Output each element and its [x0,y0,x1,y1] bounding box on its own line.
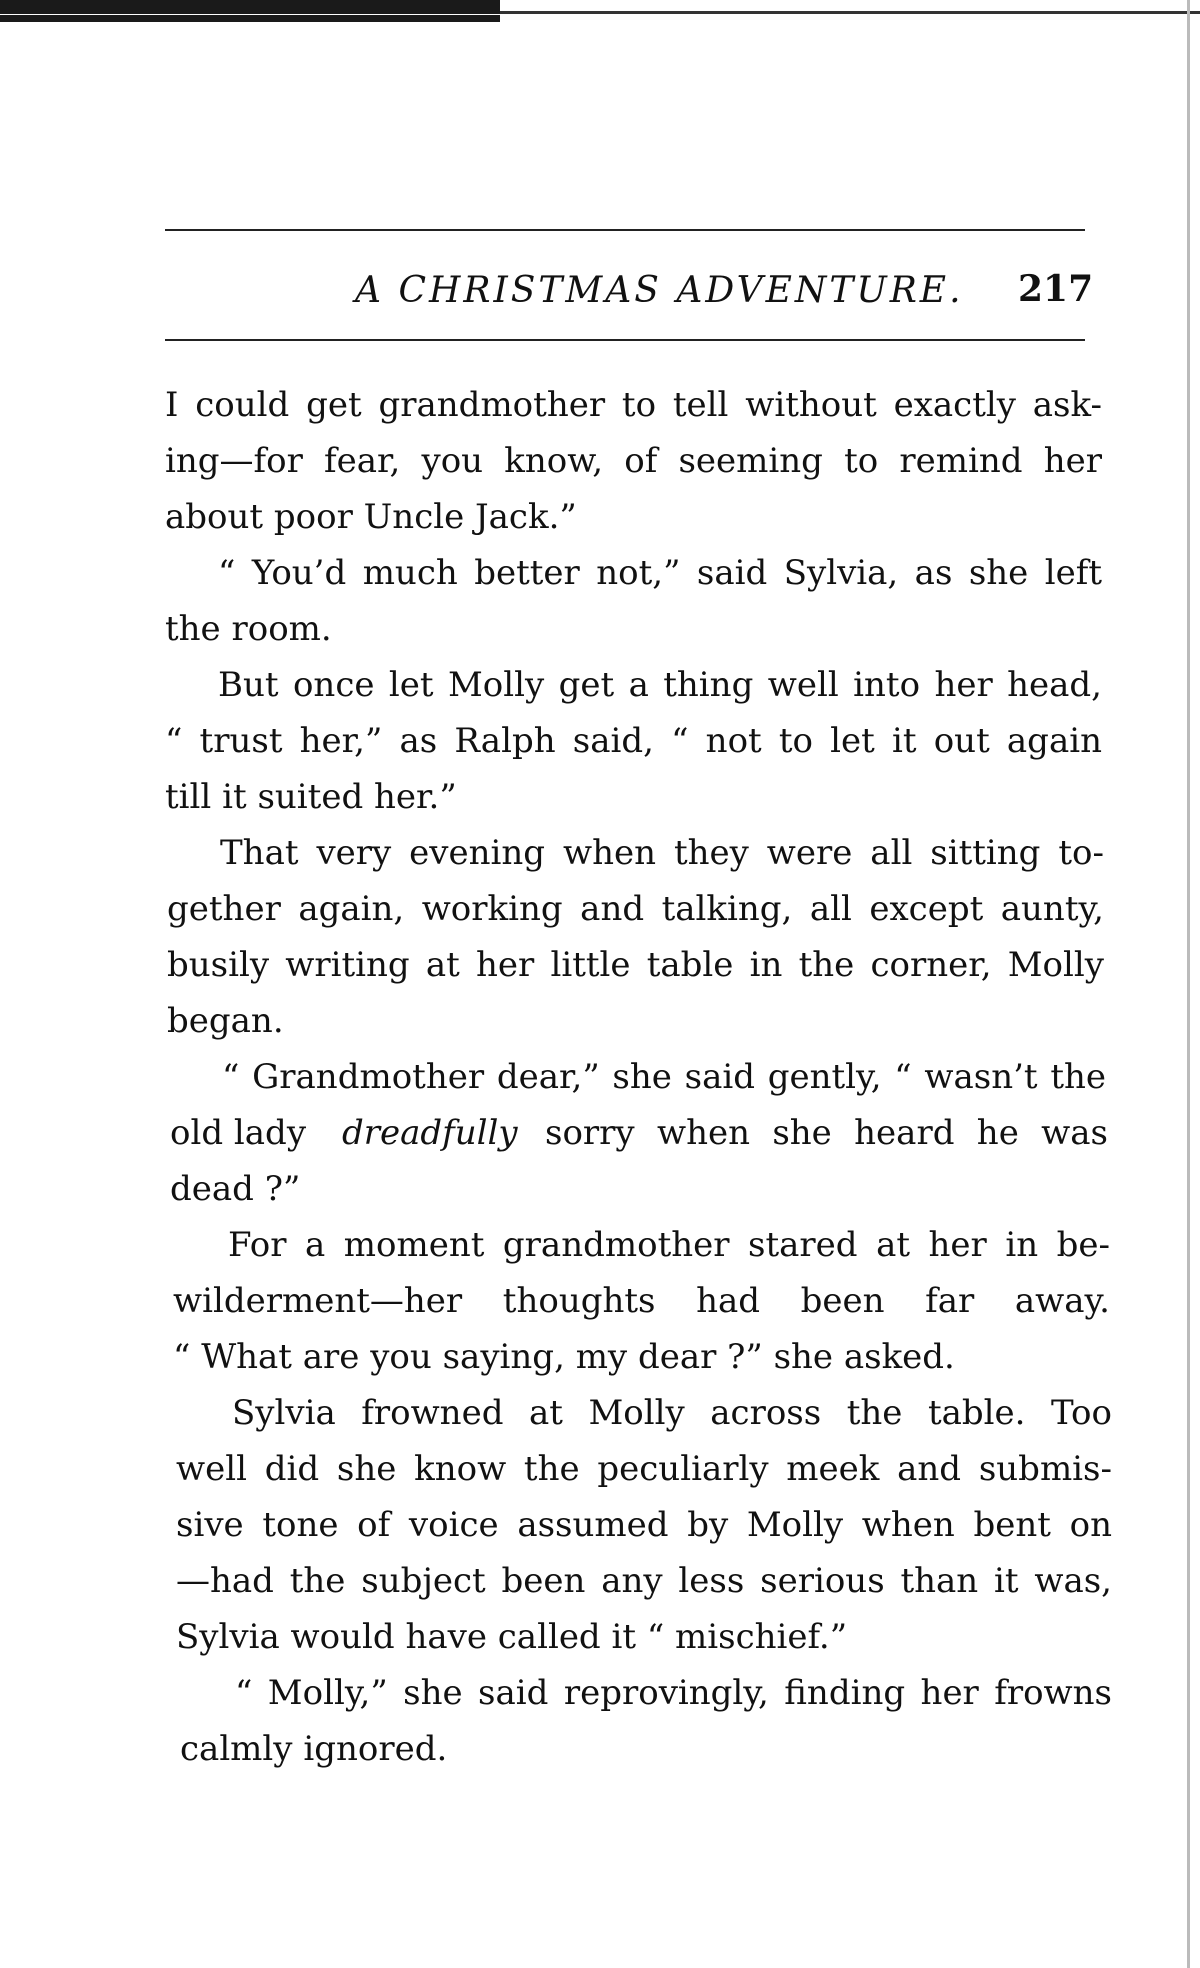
page-number: 217 [1018,268,1094,310]
text-line: “ Grandmother dear,” she said gently, “ wasn’t the [222,1057,1106,1097]
text-line: “ trust her,” as Ralph said, “ not to let it out again [165,721,1102,761]
emphasis-word: dreadfully [342,1113,518,1153]
text-line: Sylvia would have called it “ mischief.” [176,1617,848,1657]
text-line: till it suited her.” [165,777,457,817]
text-line: That very evening when they were all sitting to- [220,833,1104,873]
scan-edge-line [500,11,1200,14]
text-line: wilderment—her thoughts had been far away. [173,1281,1110,1321]
text-line: —had the subject been any less serious than it was, [176,1561,1112,1601]
header-rule-bottom [165,339,1085,341]
text-line: dead ?” [170,1169,301,1209]
text-line: the room. [165,609,332,649]
text-line: busily writing at her little table in the corner, Molly [167,945,1104,985]
text-line: ing—for fear, you know, of seeming to remind her [165,441,1102,481]
text-line: old lady [170,1113,307,1153]
text-line: “ You’d much better not,” said Sylvia, as she left [218,553,1102,593]
text-line: began. [167,1001,284,1041]
text-line: For a moment grandmother stared at her in be- [228,1225,1110,1265]
page-edge [1187,0,1190,1968]
running-header-title: A CHRISTMAS ADVENTURE. [355,270,964,311]
text-line: well did she know the peculiarly meek and submis- [176,1449,1112,1489]
text-line: Sylvia frowned at Molly across the table. Too [232,1393,1112,1433]
text-line: sive tone of voice assumed by Molly when bent on [176,1505,1112,1545]
text-line: sorry when she heard he was [545,1113,1108,1153]
scan-edge-bar [0,0,500,28]
text-line: But once let Molly get a thing well into her head, [218,665,1102,705]
text-line: gether again, working and talking, all except aunty, [167,889,1104,929]
text-line: “ What are you saying, my dear ?” she asked. [173,1337,955,1377]
text-line: I could get grandmother to tell without exactly ask- [165,385,1102,425]
header-rule-top [165,229,1085,231]
text-line: “ Molly,” she said reprovingly, finding her frowns [235,1673,1112,1713]
text-line: about poor Uncle Jack.” [165,497,577,537]
text-line: calmly ignored. [180,1729,448,1769]
